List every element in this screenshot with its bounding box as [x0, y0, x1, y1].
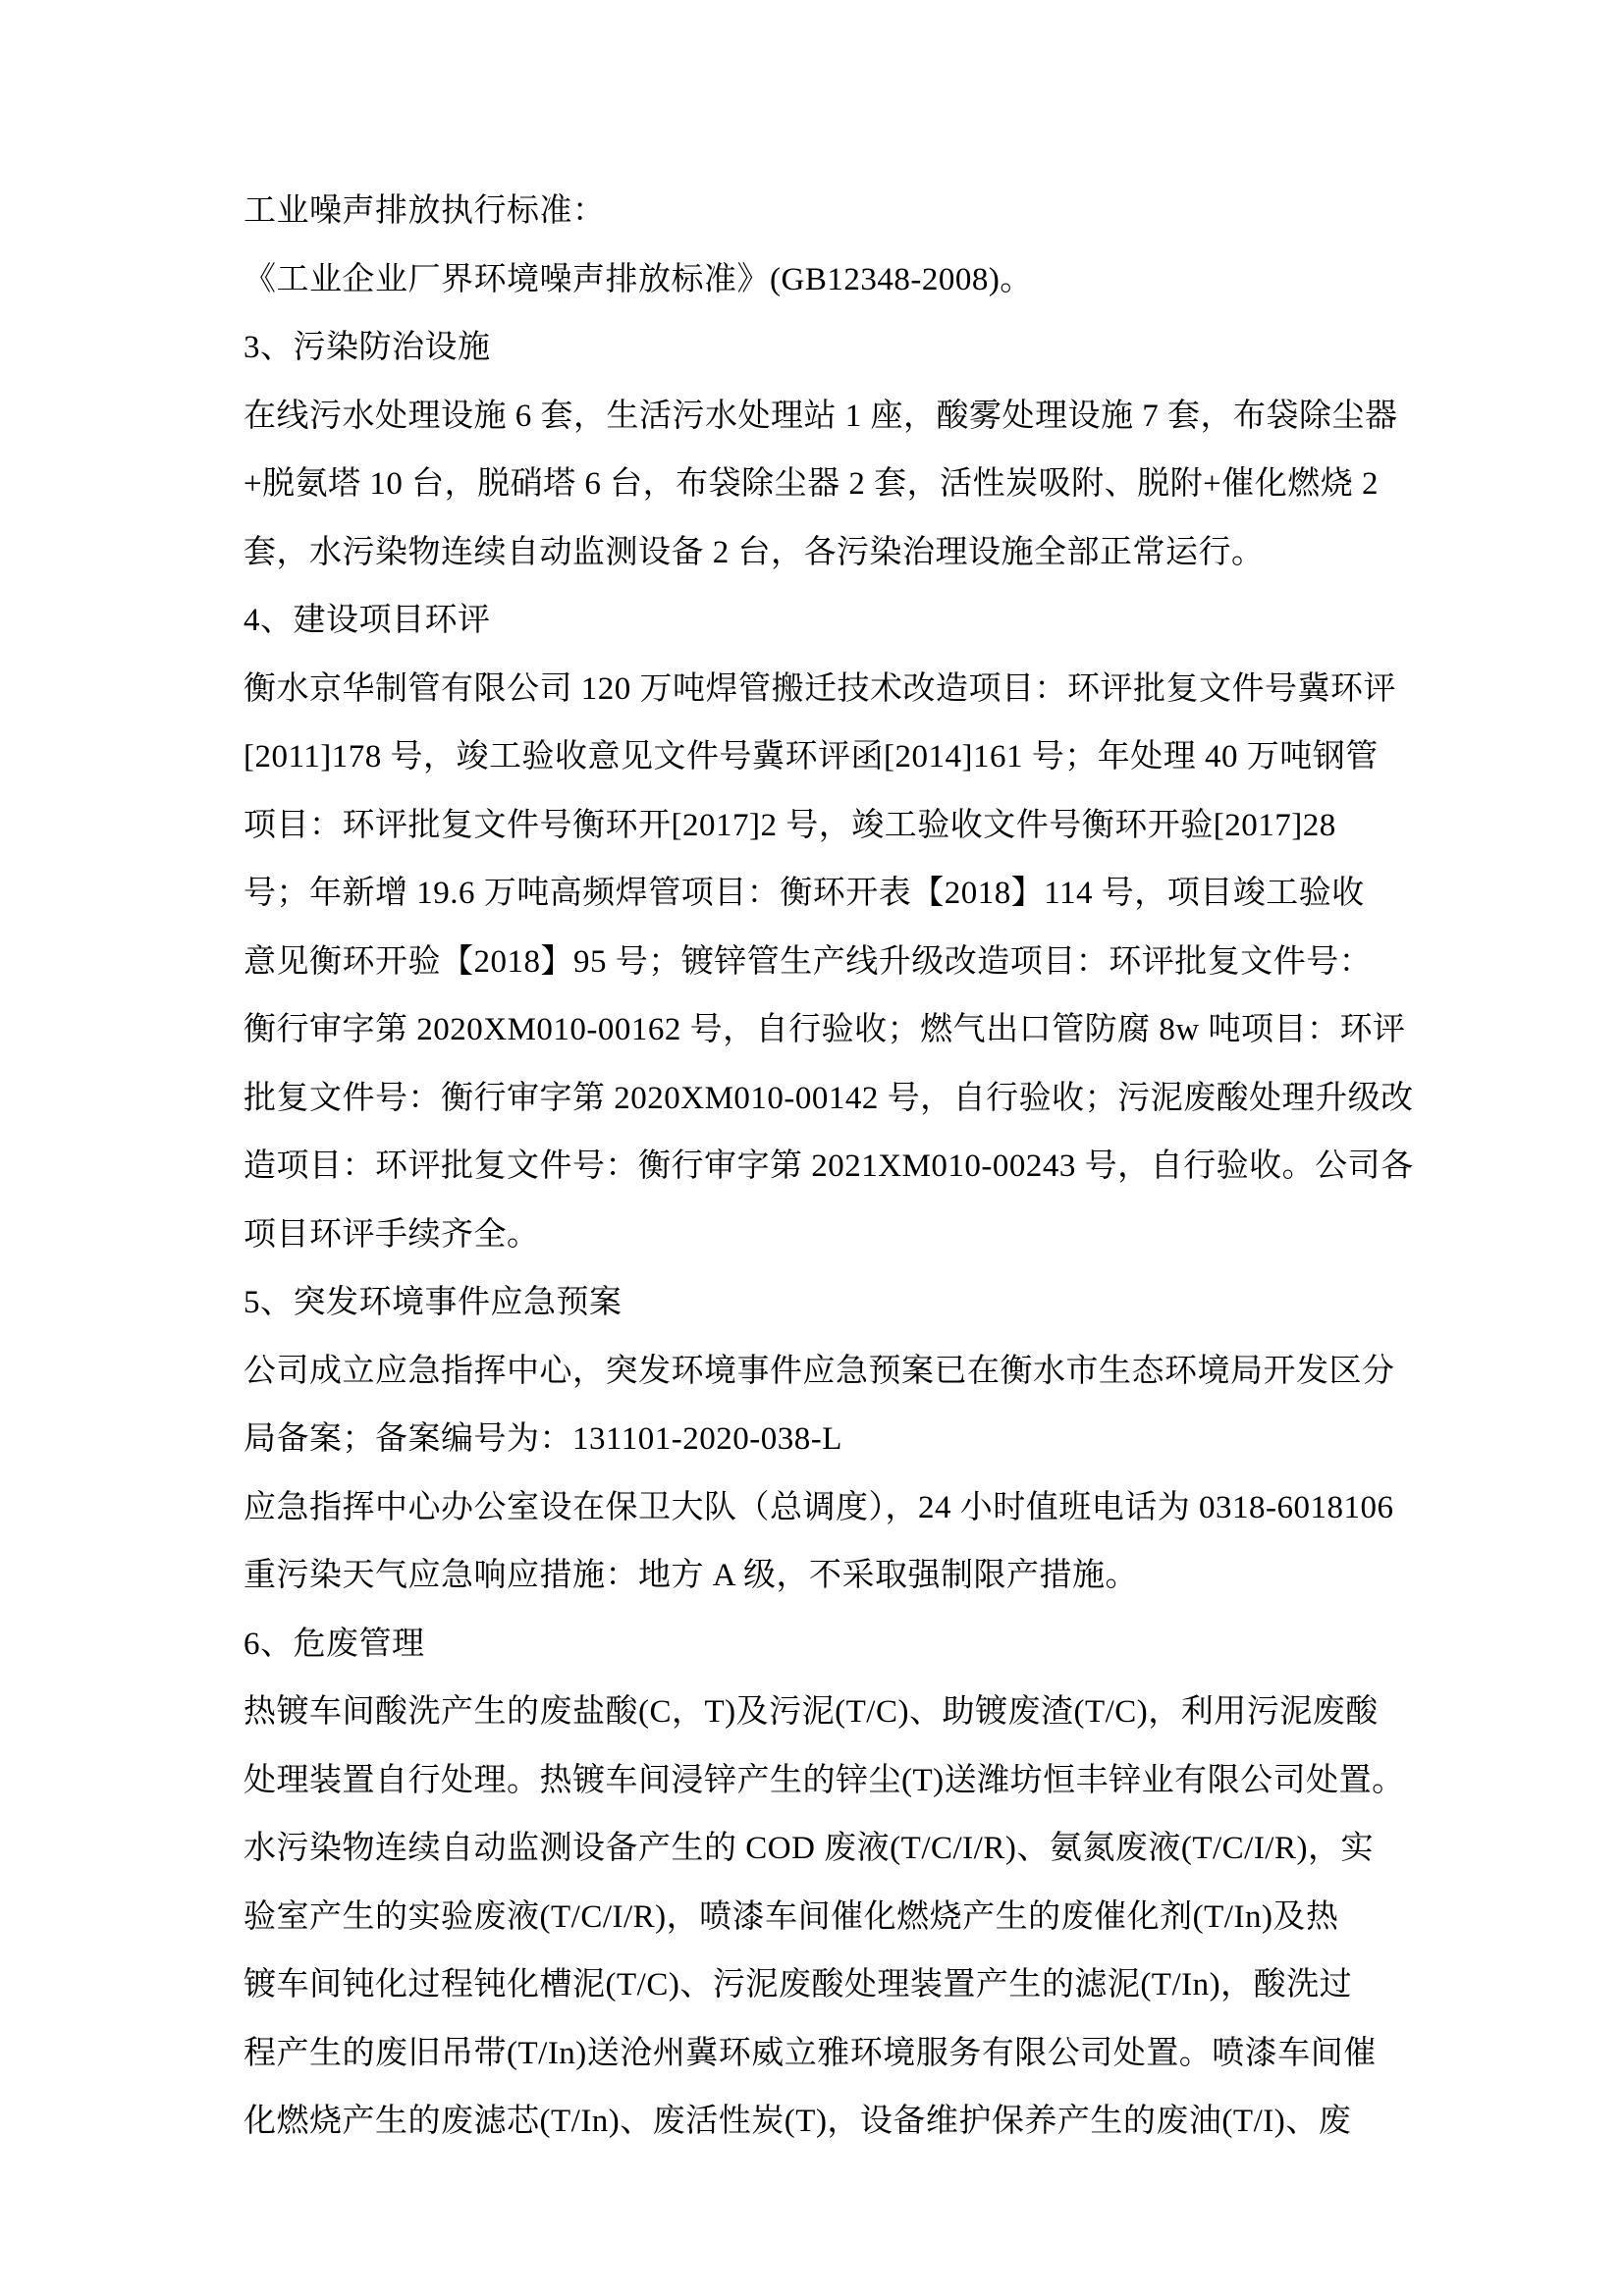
text-line: 造项目：环评批复文件号：衡行审字第 2021XM010-00243 号，自行验收。公司各 [244, 1148, 1414, 1184]
text-line: 号；年新增 19.6 万吨高频焊管项目：衡环开表【2018】114 号，项目竣工验收 [244, 876, 1365, 911]
text-line: 项目：环评批复文件号衡环开[2017]2 号，竣工验收文件号衡环开验[2017]28 [244, 807, 1336, 843]
text-line: 化燃烧产生的废滤芯(T/In)、废活性炭(T)，设备维护保养产生的废油(T/I)、废 [244, 2104, 1352, 2139]
text-line: 在线污水处理设施 6 套，生活污水处理站 1 座，酸雾处理设施 7 套，布袋除尘器 [244, 398, 1398, 434]
text-line: 5、突发环境事件应急预案 [244, 1285, 623, 1320]
text-line: 处理装置自行处理。热镀车间浸锌产生的锌尘(T)送潍坊恒丰锌业有限公司处置。 [244, 1762, 1405, 1798]
text-line: [2011]178 号，竣工验收意见文件号冀环评函[2014]161 号；年处理 40 万吨钢管 [244, 739, 1379, 774]
text-line: 程产生的废旧吊带(T/In)送沧州冀环威立雅环境服务有限公司处置。喷漆车间催 [244, 2035, 1377, 2071]
text-line: 4、建设项目环评 [244, 603, 491, 638]
text-line: 验室产生的实验废液(T/C/I/R)，喷漆车间催化燃烧产生的废催化剂(T/In)及热 [244, 1898, 1339, 1935]
text-line: 局备案；备案编号为：131101-2020-038-L [244, 1421, 842, 1457]
text-line: 套，水污染物连续自动监测设备 2 台，各污染治理设施全部正常运行。 [244, 534, 1265, 570]
text-line: 3、污染防治设施 [244, 330, 491, 365]
text-line: 重污染天气应急响应措施：地方 A 级，不采取强制限产措施。 [244, 1558, 1139, 1593]
text-line: 意见衡环开验【2018】95 号；镀锌管生产线升级改造项目：环评批复文件号： [244, 943, 1373, 980]
text-line: 衡水京华制管有限公司 120 万吨焊管搬迁技术改造项目：环评批复文件号冀环评 [244, 670, 1396, 707]
text-line: 工业噪声排放执行标准： [244, 193, 606, 229]
text-line: 《工业企业厂界环境噪声排放标准》(GB12348-2008)。 [244, 261, 1033, 297]
text-line: 衡行审字第 2020XM010-00162 号，自行验收；燃气出口管防腐 8w 吨项目：环评 [244, 1012, 1406, 1047]
text-line: 批复文件号：衡行审字第 2020XM010-00142 号，自行验收；污泥废酸处理升级改 [244, 1080, 1414, 1116]
text-line: 应急指挥中心办公室设在保卫大队（总调度），24 小时值班电话为 0318-6018106 [244, 1489, 1394, 1525]
text-line: 项目环评手续齐全。 [244, 1216, 540, 1253]
text-line: 公司成立应急指挥中心，突发环境事件应急预案已在衡水市生态环境局开发区分 [244, 1353, 1395, 1389]
text-line: 6、危废管理 [244, 1626, 425, 1662]
document-text-block [244, 193, 1414, 2173]
text-line: 镀车间钝化过程钝化槽泥(T/C)、污泥废酸处理装置产生的滤泥(T/In)，酸洗过 [244, 1967, 1353, 2002]
text-line: +脱氨塔 10 台，脱硝塔 6 台，布袋除尘器 2 套，活性炭吸附、脱附+催化燃烧 2 [244, 466, 1379, 502]
text-line: 水污染物连续自动监测设备产生的 COD 废液(T/C/I/R)、氨氮废液(T/C/I/R)，实 [244, 1831, 1374, 1866]
text-line: 热镀车间酸洗产生的废盐酸(C，T)及污泥(T/C)、助镀废渣(T/C)，利用污泥废酸 [244, 1694, 1379, 1730]
